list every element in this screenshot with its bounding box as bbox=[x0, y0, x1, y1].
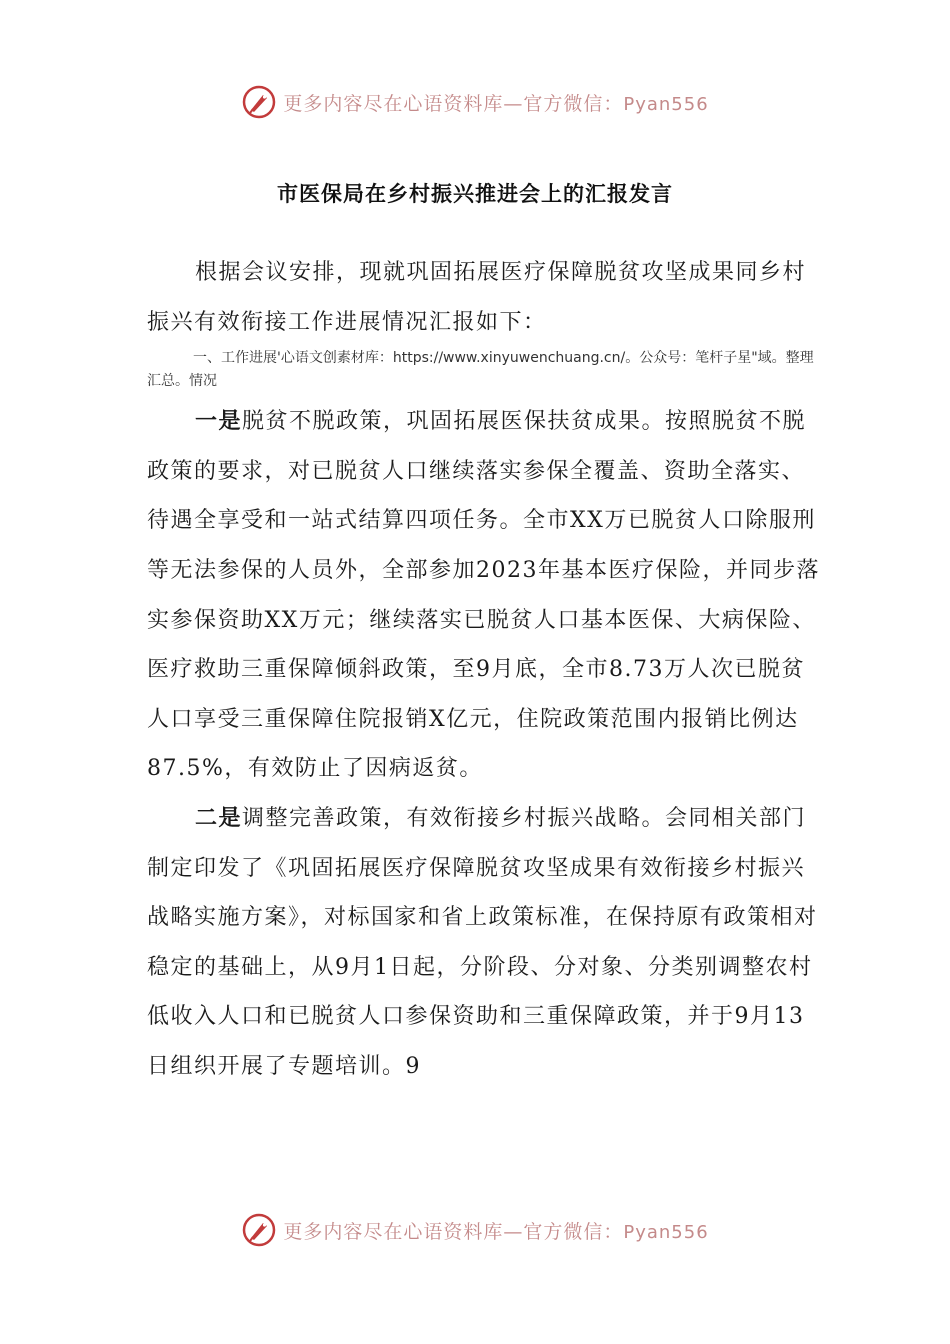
paragraph-2-text: 调整完善政策，有效衔接乡村振兴战略。会同相关部门制定印发了《巩固拓展医疗保障脱贫攻坚成果有效衔接乡村振兴战略实施方案》，对标国家和省上政策标准，在保持原有政策相对稳定的基础上，从9月1日起，分阶段、分对象、分类别调整农村低收入人口和已脱贫人口参保资助和三重保障政策，并于9月13日组织开展了专题培训。9 bbox=[147, 805, 818, 1079]
pen-nib-logo-icon bbox=[241, 1212, 277, 1248]
banner-text: 更多内容尽在心语资料库—官方微信：Pyan556 bbox=[283, 92, 709, 115]
paragraph-2 bbox=[147, 794, 823, 1092]
header-banner bbox=[0, 82, 950, 122]
paragraph-1-text: 脱贫不脱政策，巩固拓展医保扶贫成果。按照脱贫不脱政策的要求，对已脱贫人口继续落实参保全覆盖、资助全落实、待遇全享受和一站式结算四项任务。全市XX万已脱贫人口除服刑等无法参保的人员外，全部参加2023年基本医疗保险，并同步落实参保资助XX万元；继续落实已脱贫人口基本医保、大病保险、医疗救助三重保障倾斜政策，至9月底，全市8.73万人次已脱贫人口享受三重保障住院报销X亿元，住院政策范围内报销比例达87.5%，有效防止了因病返贫。 bbox=[147, 409, 820, 782]
banner-text: 更多内容尽在心语资料库—官方微信：Pyan556 bbox=[283, 1220, 709, 1243]
document-title: 市医保局在乡村振兴推进会上的汇报发言 bbox=[277, 182, 673, 206]
intro-paragraph: 根据会议安排，现就巩固拓展医疗保障脱贫攻坚成果同乡村振兴有效衔接工作进展情况汇报如下： bbox=[147, 260, 807, 335]
wechat-id: Pyan556 bbox=[623, 1221, 709, 1243]
paragraph-1-lead: 一是 bbox=[195, 409, 243, 435]
pen-nib-logo-icon bbox=[241, 84, 277, 120]
document-body bbox=[147, 248, 823, 1092]
section-note: 一、工作进展'心语文创素材库：https://www.xinyuwenchuang.cn/。公众号：笔杆子星"域。整理汇总。情况 bbox=[147, 350, 814, 390]
footer-banner bbox=[0, 1210, 950, 1250]
wechat-id: Pyan556 bbox=[623, 93, 709, 115]
paragraph-1 bbox=[147, 397, 823, 794]
paragraph-2-lead: 二是 bbox=[195, 805, 243, 831]
